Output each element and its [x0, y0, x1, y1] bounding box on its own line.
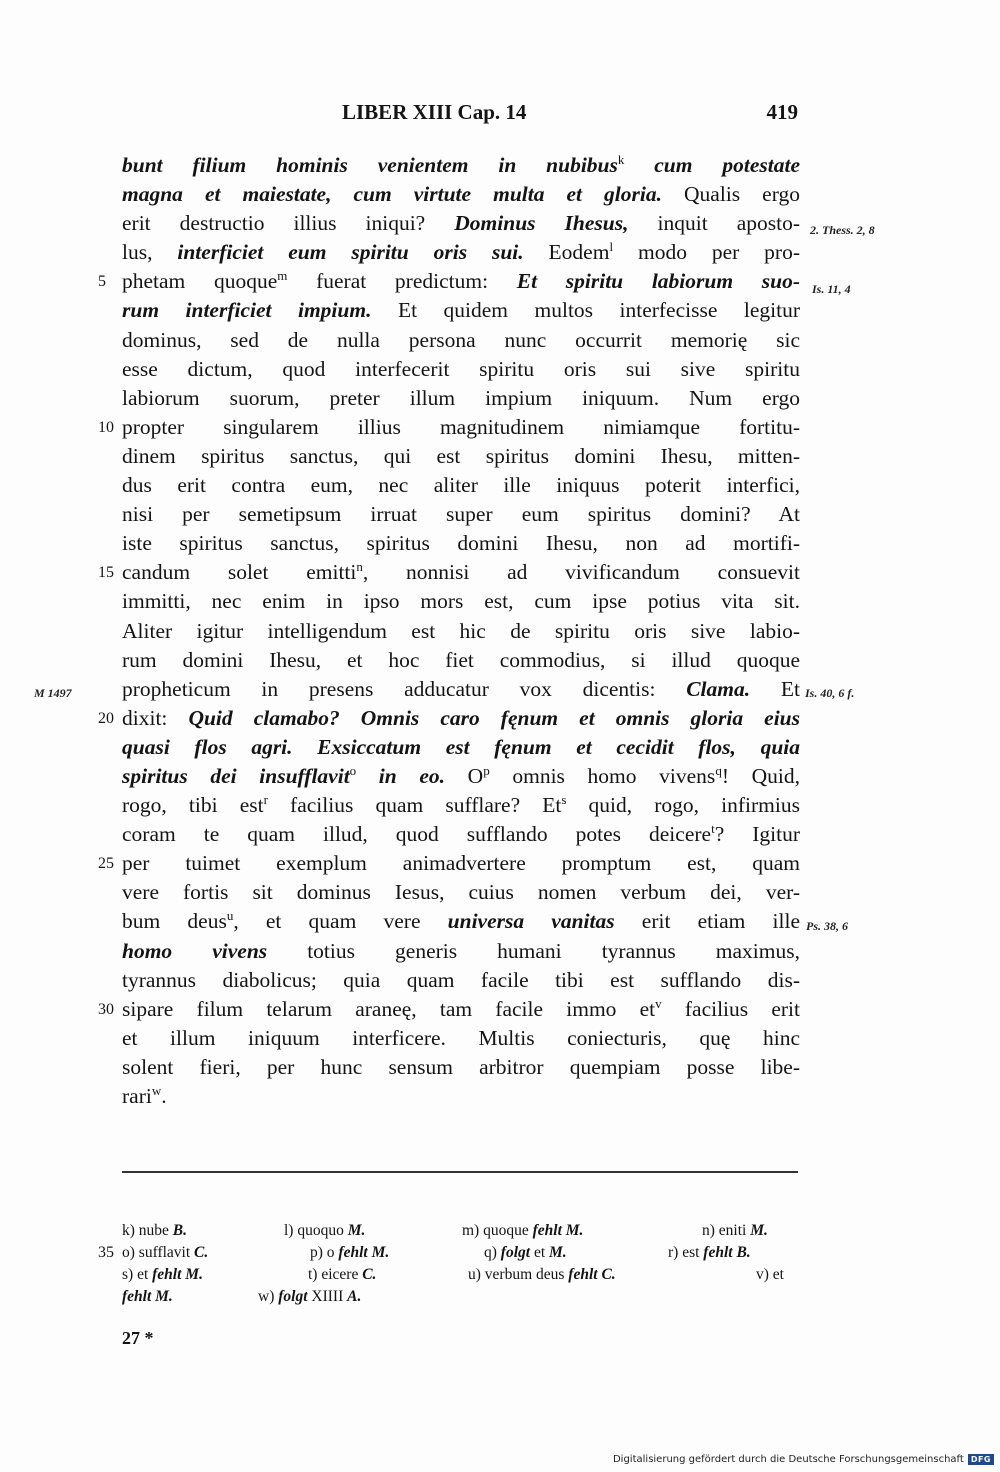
text-line: rum domini Ihesu, et hoc fiet commodius, si illud quoque: [122, 647, 800, 672]
footnote-row: [122, 1286, 798, 1308]
text-line: Aliter igitur intelligendum est hic de spiritu oris sive labio-: [122, 618, 800, 643]
text-line: esse dictum, quod interfecerit spiritu oris sui sive spiritu: [122, 356, 800, 381]
page-number: 419: [766, 100, 798, 124]
signature-mark: 27 *: [122, 1328, 154, 1348]
text-line: bunt filium hominis venientem in nubibus$^k$ cum potestate: [122, 151, 800, 177]
line-number: 20: [98, 709, 114, 727]
credit-text: Digitalisierung gefördert durch die Deutsche Forschungsgemeinschaft: [612, 1454, 964, 1465]
text-line: 25 per tuimet exemplum animadvertere promptum est, quam: [122, 849, 800, 878]
text-line: immitti, nec enim in ipso mors est, cum ipse potius vita sit.: [122, 589, 800, 614]
text-line: bum deus$^u$, et quam vere universa vanitas erit etiam ille: [122, 908, 800, 934]
text-line: vere fortis sit dominus Iesus, cuius nomen verbum dei, ver-: [122, 880, 800, 905]
margin-note-ps38: Ps. 38, 6: [806, 919, 848, 933]
line-number: 15: [98, 564, 114, 582]
text-line: dus erit contra eum, nec aliter ille iniquus poterit interfici,: [122, 473, 800, 498]
line-number: 25: [98, 855, 114, 873]
text-line: 20 dixit: Quid clamabo? Omnis caro fęnum et omnis gloria eius: [122, 704, 800, 733]
text-line: solent fieri, per hunc sensum arbitror quempiam posse libe-: [122, 1054, 800, 1079]
footnote-row: [122, 1220, 798, 1242]
margin-note-thess: 2. Thess. 2, 8: [810, 223, 875, 237]
footnote-row: [122, 1264, 798, 1286]
critical-apparatus: [98, 1220, 798, 1308]
text-line: spiritus dei insufflavit$^o$ in eo. $O^p$ omnis homo vivens$^q$! Quid,: [122, 762, 800, 788]
footnote-r: r) est fehlt B.: [668, 1244, 751, 1261]
footnote-u: u) verbum deus fehlt C.: [468, 1266, 616, 1283]
text-line: quasi flos agri. Exsiccatum est fęnum et cecidit flos, quia: [122, 734, 800, 759]
text-line: erit destructio illius iniqui? Dominus Ihesus, inquit aposto-: [122, 211, 800, 236]
footnote-divider: [122, 1171, 798, 1173]
footnote-w: w) folgt XIIII A.: [258, 1288, 362, 1305]
footnote-o: o) sufflavit C.: [122, 1244, 209, 1261]
footnote-n: n) eniti M.: [702, 1222, 768, 1239]
text-line: 30 sipare filum telarum araneę, tam facile immo $et^v$ facilius erit: [122, 995, 800, 1024]
text-line: 15 candum solet emitti$^n$, nonnisi ad vivificandum consuevit: [122, 558, 800, 587]
footnote-s: s) et fehlt M.: [122, 1266, 203, 1283]
footnote-m: m) quoque fehlt M.: [462, 1222, 584, 1239]
text-line: tyrannus diabolicus; quia quam facile tibi est sufflando dis-: [122, 967, 800, 992]
digitization-credit: [613, 1454, 994, 1465]
margin-note-m1497: M 1497: [34, 686, 72, 700]
text-line: nisi per semetipsum irruat super eum spiritus domini? At: [122, 502, 800, 527]
text-line: iste spiritus sanctus, spiritus domini Ihesu, non ad mortifi-: [122, 531, 800, 556]
footnote-v: v) et: [756, 1266, 784, 1283]
text-line: coram te quam illud, quod sufflando potes deicere$^t$? Igitur: [122, 821, 800, 847]
text-line: labiorum suorum, preter illum impium iniquum. Num ergo: [122, 385, 800, 410]
main-text: [98, 151, 801, 1111]
text-line: dominus, sed de nulla persona nunc occurrit memorię sic: [122, 327, 800, 352]
text-line: homo vivens totius generis humani tyrannus maximus,: [122, 938, 800, 963]
text-line: rum interficiet impium. Et quidem multos interfecisse legitur: [122, 298, 800, 323]
text-line: rogo, tibi est$^r$ facilius quam sufflare? Et$^s$ quid, rogo, infirmius: [122, 791, 800, 818]
running-header: [122, 100, 798, 130]
line-number: 30: [98, 1000, 114, 1018]
footnote-l: l) quoquo M.: [284, 1222, 366, 1239]
line-number: 5: [98, 273, 106, 291]
line-number: 10: [98, 418, 114, 436]
text-line: 10 propter singularem illius magnitudinem nimiamque fortitu-: [122, 413, 800, 442]
margin-note-is11: Is. 11, 4: [812, 282, 851, 296]
text-line: propheticum in presens adducatur vox dicentis: Clama. Et: [122, 676, 800, 701]
line-number: 35: [98, 1244, 114, 1261]
text-line: rari$^w$.: [122, 1082, 167, 1108]
footnote-q: q) folgt et M.: [484, 1244, 567, 1261]
text-line: dinem spiritus sanctus, qui est spiritus domini Ihesu, mitten-: [122, 443, 800, 468]
text-line: et illum iniquum interficere. Multis coniecturis, quę hinc: [122, 1025, 800, 1050]
text-line: lus, interficiet eum spiritu oris sui. Eodem$^l$ modo per pro-: [122, 239, 801, 265]
chapter-title: LIBER XIII Cap. 14: [342, 100, 527, 124]
footnote-k: k) nube B.: [122, 1222, 188, 1239]
text-line: 5 phetam quoque$^m$ fuerat predictum: Et spiritu labiorum suo-: [122, 267, 800, 296]
footnote-v-cont: fehlt M.: [122, 1288, 173, 1305]
footnote-row: [98, 1242, 798, 1264]
dfg-logo-icon: DFG: [968, 1454, 994, 1465]
footnote-t: t) eicere C.: [308, 1266, 377, 1283]
text-line: magna et maiestate, cum virtute multa et gloria. Qualis ergo: [122, 182, 800, 207]
footnote-p: p) o fehlt M.: [310, 1244, 390, 1261]
margin-note-is40: Is. 40, 6 f.: [805, 686, 855, 700]
